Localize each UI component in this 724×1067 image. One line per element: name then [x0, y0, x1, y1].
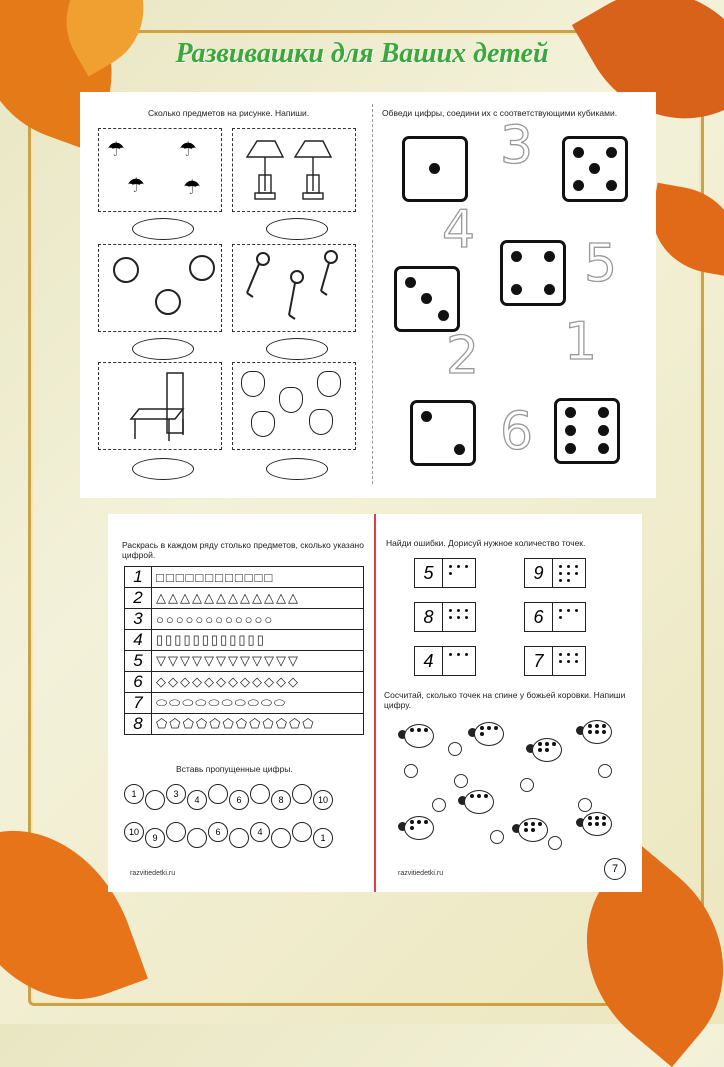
bead[interactable] [208, 784, 228, 804]
dot [559, 609, 562, 612]
pocket-watch-icon [155, 289, 181, 315]
dot [567, 660, 570, 663]
dot [559, 660, 562, 663]
grid-row [125, 693, 364, 714]
grid-row [125, 609, 364, 630]
pocket-watch-icon [113, 257, 139, 283]
card-number: 7 [525, 647, 553, 675]
dot [449, 572, 452, 575]
answer-oval[interactable] [266, 338, 328, 360]
answer-circle[interactable] [578, 798, 592, 812]
key-box [232, 244, 356, 332]
bead[interactable]: 1 [313, 828, 333, 848]
row-digit: 2 [125, 588, 152, 609]
bead[interactable] [292, 822, 312, 842]
bead[interactable] [271, 828, 291, 848]
bead[interactable]: 10 [313, 790, 333, 810]
answer-circle[interactable] [454, 774, 468, 788]
bead[interactable] [292, 784, 312, 804]
dot-card[interactable] [524, 558, 586, 588]
dot [465, 565, 468, 568]
dot-card[interactable] [414, 646, 476, 676]
card-number: 8 [415, 603, 443, 631]
card-number: 6 [525, 603, 553, 631]
teapot-icon [309, 409, 333, 435]
dot [575, 660, 578, 663]
row-shapes[interactable]: ○○○○○○○○○○○○ [152, 609, 364, 630]
dot [457, 653, 460, 656]
teapot-icon [317, 371, 341, 397]
grid-row [125, 651, 364, 672]
umbrella-icon: ☂ [127, 175, 145, 197]
card-dots [443, 559, 475, 587]
row-shapes[interactable]: ⬠⬠⬠⬠⬠⬠⬠⬠⬠⬠⬠⬠ [152, 714, 364, 735]
footer-logo-right: razvitiedetki.ru [398, 870, 444, 877]
trace-digits-header: Обведи цифры, соедини их с соответствующими кубиками. [382, 108, 618, 118]
teapot-icon [241, 371, 265, 397]
umbrella-box [98, 128, 222, 212]
card-dots [553, 647, 585, 675]
row-shapes[interactable]: △△△△△△△△△△△△ [152, 588, 364, 609]
dot-card[interactable] [414, 558, 476, 588]
answer-circle[interactable] [598, 764, 612, 778]
grid-row [125, 714, 364, 735]
die-one[interactable] [402, 136, 468, 202]
dot [559, 653, 562, 656]
worksheet-top [80, 92, 656, 498]
trace-digit[interactable]: 5 [584, 234, 618, 294]
color-rows-header: Раскрась в каждом ряду столько предметов, сколько указано цифрой. [122, 540, 364, 560]
teapot-icon [279, 387, 303, 413]
die-three[interactable] [394, 266, 460, 332]
bead[interactable] [166, 822, 186, 842]
answer-circle[interactable] [548, 836, 562, 850]
dot [457, 616, 460, 619]
footer-logo: razvitiedetki.ru [130, 870, 176, 877]
dot [567, 653, 570, 656]
card-number: 9 [525, 559, 553, 587]
panel-divider [372, 104, 373, 484]
card-number: 5 [415, 559, 443, 587]
answer-circle[interactable] [520, 778, 534, 792]
chair-box [98, 362, 222, 450]
row-digit: 3 [125, 609, 152, 630]
umbrella-icon: ☂ [183, 177, 201, 199]
dot [567, 565, 570, 568]
row-digit: 5 [125, 651, 152, 672]
dot [575, 572, 578, 575]
row-shapes[interactable]: ▽▽▽▽▽▽▽▽▽▽▽▽ [152, 651, 364, 672]
card-number: 4 [415, 647, 443, 675]
bead[interactable]: 1 [124, 784, 144, 804]
bead-chain-2 [124, 820, 364, 850]
dot [457, 609, 460, 612]
dot [449, 653, 452, 656]
bead[interactable] [229, 828, 249, 848]
dot [465, 616, 468, 619]
row-shapes[interactable]: ⬭⬭⬭⬭⬭⬭⬭⬭⬭⬭ [152, 693, 364, 714]
dot [575, 565, 578, 568]
bead[interactable]: 10 [124, 822, 144, 842]
grid-row [125, 630, 364, 651]
answer-circle[interactable] [432, 798, 446, 812]
row-digit: 4 [125, 630, 152, 651]
bead-chain-1 [124, 782, 364, 812]
trace-digit[interactable]: 3 [500, 116, 534, 176]
grid-row [125, 672, 364, 693]
bead[interactable]: 8 [271, 790, 291, 810]
dot [559, 616, 562, 619]
row-shapes[interactable]: ▯▯▯▯▯▯▯▯▯▯▯▯ [152, 630, 364, 651]
trace-digit[interactable]: 6 [500, 402, 534, 462]
answer-circle[interactable] [448, 742, 462, 756]
page-number: 7 [604, 858, 626, 880]
answer-oval[interactable] [132, 218, 194, 240]
teapot-icon [251, 411, 275, 437]
umbrella-icon: ☂ [107, 139, 125, 161]
bead[interactable] [145, 790, 165, 810]
umbrella-icon: ☂ [179, 139, 197, 161]
lamp-box [232, 128, 356, 212]
card-dots [443, 647, 475, 675]
dot [449, 609, 452, 612]
trace-digit[interactable]: 4 [442, 200, 476, 260]
dot [449, 616, 452, 619]
dot [575, 609, 578, 612]
row-digit: 6 [125, 672, 152, 693]
bead[interactable]: 4 [250, 822, 270, 842]
dot-card[interactable] [414, 602, 476, 632]
row-shapes[interactable]: □□□□□□□□□□□□ [152, 567, 364, 588]
die-six[interactable] [554, 398, 620, 464]
answer-circle[interactable] [404, 764, 418, 778]
dot [449, 565, 452, 568]
die-five[interactable] [562, 136, 628, 202]
dot [559, 565, 562, 568]
dot-card[interactable] [524, 646, 586, 676]
bead[interactable]: 9 [145, 828, 165, 848]
answer-oval[interactable] [266, 218, 328, 240]
die-four[interactable] [500, 240, 566, 306]
bead[interactable]: 3 [166, 784, 186, 804]
bead[interactable] [250, 784, 270, 804]
ladybug-header: Сосчитай, сколько точек на спине у божьей коровки. Напиши цифру. [384, 690, 626, 710]
page-title: Развивашки для Ваших детей [175, 38, 549, 69]
card-dots [553, 603, 585, 631]
die-two[interactable] [410, 400, 476, 466]
panel-divider [374, 514, 376, 892]
watch-box [98, 244, 222, 332]
answer-oval[interactable] [132, 458, 194, 480]
answer-oval[interactable] [132, 338, 194, 360]
trace-digit[interactable]: 2 [446, 326, 480, 386]
row-digit: 7 [125, 693, 152, 714]
chair-icon [99, 363, 221, 449]
dot [567, 572, 570, 575]
answer-circle[interactable] [490, 830, 504, 844]
count-items-header: Сколько предметов на рисунке. Напиши. [148, 108, 310, 118]
dot [575, 653, 578, 656]
bead[interactable]: 4 [187, 790, 207, 810]
pocket-watch-icon [189, 255, 215, 281]
dot [465, 609, 468, 612]
dot [567, 579, 570, 582]
bead[interactable] [187, 828, 207, 848]
find-errors-header: Найди ошибки. Дорисуй нужное количество точек. [386, 538, 586, 548]
grid-row [125, 588, 364, 609]
key-icon [233, 245, 355, 331]
missing-digits-header: Вставь пропущенные цифры. [176, 764, 293, 774]
dot [567, 609, 570, 612]
worksheet-bottom [108, 514, 642, 892]
bead[interactable]: 6 [229, 790, 249, 810]
answer-oval[interactable] [266, 458, 328, 480]
lamp-icon [233, 129, 355, 211]
row-digit: 1 [125, 567, 152, 588]
dot [559, 572, 562, 575]
dot [559, 579, 562, 582]
bead[interactable]: 6 [208, 822, 228, 842]
card-dots [553, 559, 585, 587]
dot [465, 653, 468, 656]
grid-row [125, 567, 364, 588]
dot [457, 565, 460, 568]
trace-digit[interactable]: 1 [564, 312, 598, 372]
card-dots [443, 603, 475, 631]
row-shapes[interactable]: ◇◇◇◇◇◇◇◇◇◇◇◇ [152, 672, 364, 693]
shape-grid [124, 566, 364, 735]
teapot-box [232, 362, 356, 450]
row-digit: 8 [125, 714, 152, 735]
dot-card[interactable] [524, 602, 586, 632]
